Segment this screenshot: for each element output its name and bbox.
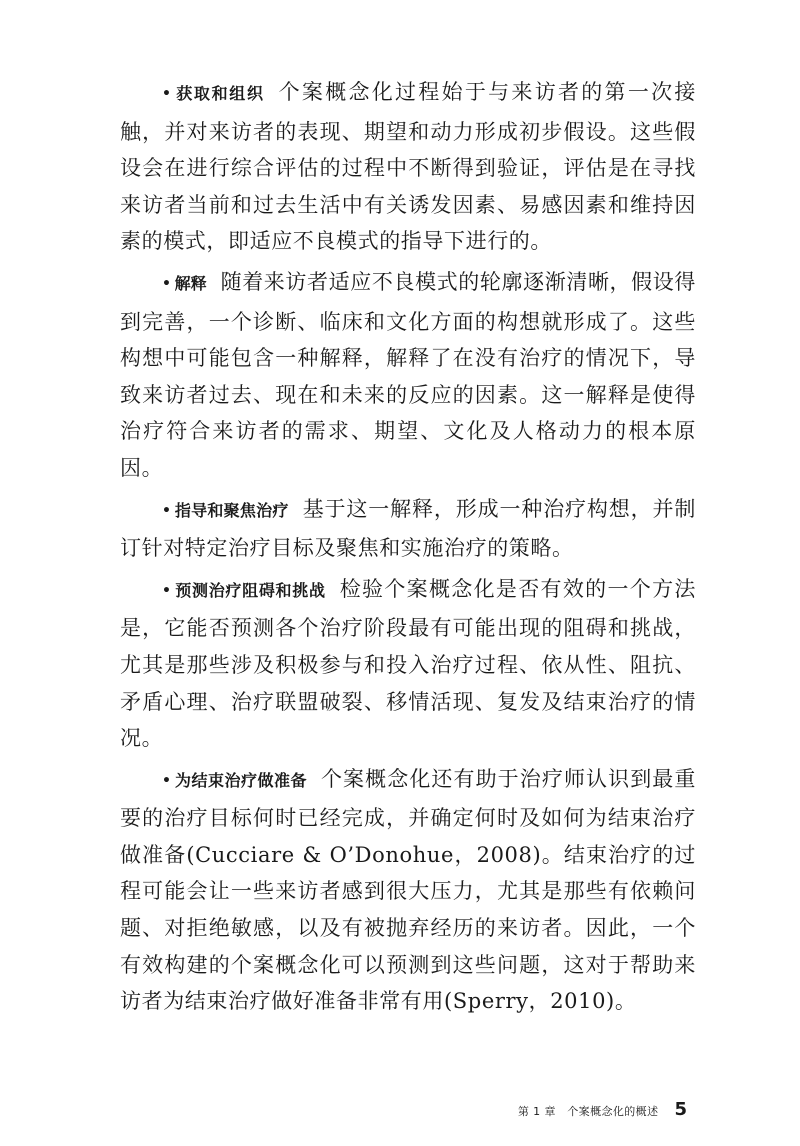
running-head: 第 1 章 个案概念化的概述	[517, 1105, 659, 1118]
bullet-icon: •	[162, 582, 172, 599]
paragraph-term: 解释	[174, 273, 207, 293]
paragraph-text: 基于这一解释，形成一种治疗构想，并制订针对特定治疗目标及聚焦和实施治疗的策略。	[120, 496, 696, 561]
paragraph-explanation	[120, 264, 696, 487]
bullet-icon: •	[162, 772, 172, 789]
bullet-icon: •	[162, 502, 172, 519]
paragraph-text: 个案概念化过程始于与来访者的第一次接触，并对来访者的表现、期望和动力形成初步假设。这些假设会在进行综合评估的过程中不断得到验证，评估是在寻找来访者当前和过去生活中有关诱发因素、易感因素和维持因素的模式，即适应不良模式的指导下进行的。	[120, 80, 696, 254]
bullet-icon: •	[162, 275, 172, 292]
paragraph-text: 检验个案概念化是否有效的一个方法是，它能否预测各个治疗阶段最有可能出现的阻碍和挑战，尤其是那些涉及积极参与和投入治疗过程、依从性、阻抗、矛盾心理、治疗联盟破裂、移情活现、复发及结束治疗的情况。	[120, 576, 696, 751]
paragraph-acquire-organize	[120, 74, 696, 260]
page-body	[120, 74, 696, 1024]
paragraph-guide-focus	[120, 491, 696, 567]
paragraph-term: 指导和聚焦治疗	[174, 500, 289, 520]
paragraph-text: 个案概念化还有助于治疗师认识到最重要的治疗目标何时已经完成，并确定何时及如何为结束治疗做准备(Cucciare & O’Donohue，2008)。结束治疗的过程可能会让一些来访者感到很大压力，尤其是那些有依赖问题、对拒绝敏感，以及有被抛弃经历的来访者。因此，一个有效构建的个案概念化可以预测到这些问题，这对于帮助来访者为结束治疗做好准备非常有用(Sperry，2010)。	[120, 766, 696, 1014]
paragraph-term: 为结束治疗做准备	[174, 770, 307, 790]
page-number: 5	[674, 1099, 687, 1120]
paragraph-term: 预测治疗阻碍和挑战	[174, 580, 326, 600]
paragraph-prepare-termination	[120, 761, 696, 1020]
page-footer	[518, 1099, 687, 1120]
paragraph-term: 获取和组织	[174, 84, 265, 103]
paragraph-text: 随着来访者适应不良模式的轮廓逐渐清晰，假设得到完善，一个诊断、临床和文化方面的构想就形成了。这些构想中可能包含一种解释，解释了在没有治疗的情况下，导致来访者过去、现在和未来的反应的因素。这一解释是使得治疗符合来访者的需求、期望、文化及人格动力的根本原因。	[120, 269, 696, 480]
bullet-icon: •	[162, 86, 172, 102]
paragraph-predict-obstacles	[120, 571, 696, 757]
